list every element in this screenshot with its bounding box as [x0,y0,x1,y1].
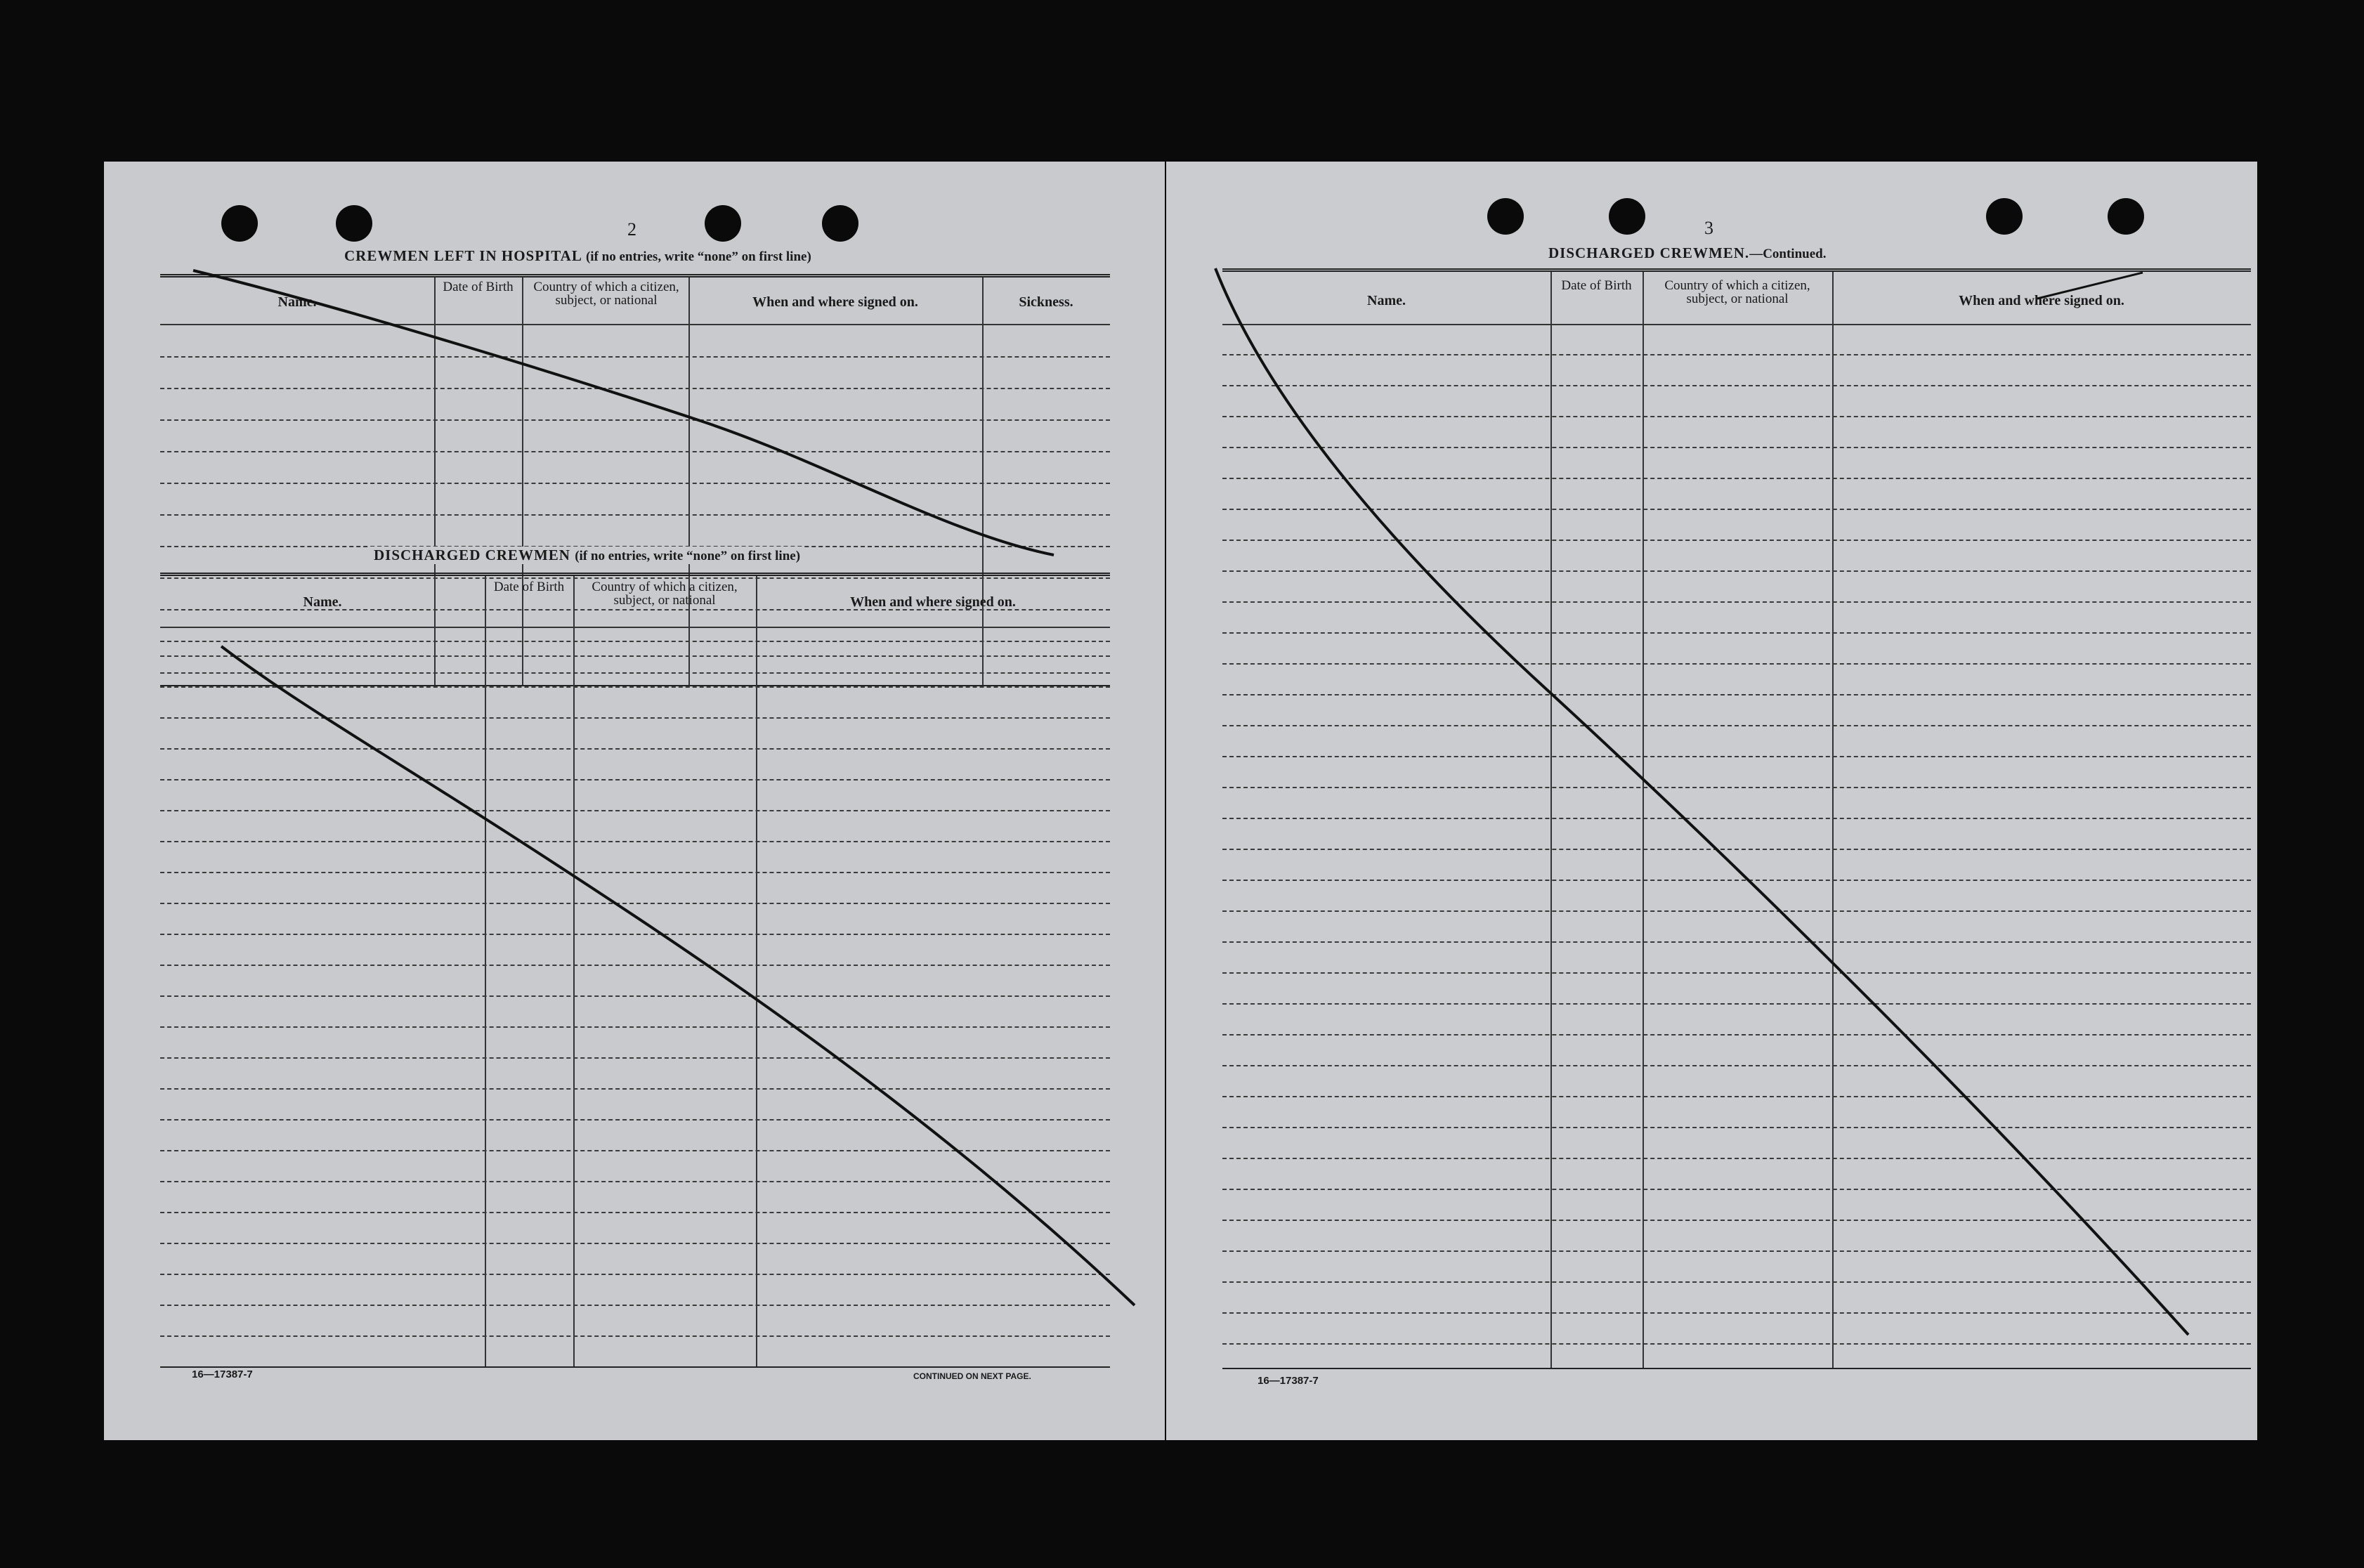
column-divider [485,576,486,1366]
entry-line [160,995,1110,997]
entry-line [1222,849,2251,850]
entry-line [1222,941,2251,943]
column-divider [1832,272,1834,1368]
entry-line [1222,663,2251,665]
entry-line [1222,880,2251,881]
entry-line [160,779,1110,780]
col-header-name: Name. [1367,293,1406,308]
punch-hole [822,205,858,242]
entry-line [1222,1189,2251,1190]
entry-line [1222,416,2251,417]
col-header-date-of-birth: Date of Birth [493,580,565,594]
entry-line [160,717,1110,719]
entry-line [160,903,1110,904]
discharged-continued-table [1222,268,2251,1369]
entry-line [1222,385,2251,386]
entry-line [1222,1034,2251,1035]
col-header-country: Country of which a citizen, subject, or national [592,580,738,608]
entry-line [160,810,1110,811]
col-header-name: Name. [303,594,342,610]
entry-line [1222,478,2251,479]
entry-line [160,1088,1110,1090]
col-header-country: Country of which a citizen, subject, or national [1664,278,1810,306]
entry-line [1222,1096,2251,1097]
entry-line [160,841,1110,842]
entry-line [1222,1158,2251,1159]
entry-line [1222,447,2251,448]
entry-line [160,1212,1110,1213]
entry-line [1222,1220,2251,1221]
punch-hole [1487,198,1524,235]
continued-suffix: —Continued. [1749,247,1827,261]
entry-line [160,1335,1110,1337]
entry-line [160,483,1110,484]
entry-line [160,1274,1110,1275]
col-header-signed-on: When and where signed on. [850,594,1016,610]
entry-line [160,1305,1110,1306]
entry-line [160,419,1110,421]
form-number: 16—17387-7 [1258,1375,1319,1387]
entry-line [1222,540,2251,541]
entry-line [1222,818,2251,819]
entry-line [1222,756,2251,757]
discharged-continued-title [1548,244,1826,262]
entry-line [1222,972,2251,974]
punch-hole [1986,198,2023,235]
entry-line [160,451,1110,452]
entry-line [160,1181,1110,1182]
entry-line [160,1057,1110,1059]
hospital-title-text: CREWMEN LEFT IN HOSPITAL [344,247,582,264]
discharged-instruction: (if no entries, write “none” on first line) [575,549,801,563]
column-divider [1643,272,1644,1368]
discharged-continued-title-text: DISCHARGED CREWMEN. [1548,244,1750,261]
entry-line [1222,1127,2251,1128]
discharged-title-text: DISCHARGED CREWMEN [374,547,570,563]
entry-line [1222,725,2251,726]
entry-line [160,388,1110,389]
col-header-signed-on: When and where signed on. [1959,293,2124,308]
entry-line [160,965,1110,966]
column-divider [756,576,757,1366]
punch-hole [2108,198,2144,235]
left-page [104,162,1165,1440]
col-header-name: Name. [277,294,317,310]
entry-line [1222,632,2251,634]
punch-hole [705,205,741,242]
form-number: 16—17387-7 [192,1368,253,1380]
hospital-section-title [344,247,811,265]
col-header-sickness: Sickness. [1019,294,1073,310]
entry-line [160,655,1110,657]
entry-line [1222,787,2251,788]
column-divider [1550,272,1552,1368]
entry-line [1222,1250,2251,1252]
entry-line [1222,570,2251,572]
column-divider [573,576,575,1366]
page-number: 3 [1704,218,1713,238]
entry-line [1222,354,2251,355]
entry-line [160,686,1110,688]
continued-note: CONTINUED ON NEXT PAGE. [913,1371,1031,1381]
entry-line [1222,601,2251,603]
entry-line [1222,1312,2251,1314]
entry-line [1222,694,2251,695]
entry-line [1222,910,2251,912]
entry-line [160,356,1110,358]
entry-line [160,934,1110,935]
entry-line [160,1026,1110,1028]
entry-line [160,872,1110,873]
entry-line [160,1150,1110,1151]
col-header-signed-on: When and where signed on. [752,294,918,310]
entry-line [1222,1281,2251,1283]
entry-line [160,1243,1110,1244]
entry-line [1222,509,2251,510]
discharged-section-title [370,547,804,564]
punch-hole [336,205,372,242]
entry-line [1222,1003,2251,1005]
entry-line [1222,1343,2251,1345]
col-header-country: Country of which a citizen, subject, or national [533,280,679,308]
punch-hole [221,205,258,242]
hospital-instruction: (if no entries, write “none” on first line) [585,249,811,264]
right-page [1166,162,2257,1440]
entry-line [1222,1065,2251,1066]
entry-line [160,514,1110,516]
entry-line [160,1119,1110,1121]
col-header-date-of-birth: Date of Birth [1561,278,1632,293]
punch-hole [1609,198,1645,235]
page-number: 2 [627,219,636,240]
discharged-table [160,573,1110,1368]
entry-line [160,748,1110,750]
col-header-date-of-birth: Date of Birth [443,280,514,294]
